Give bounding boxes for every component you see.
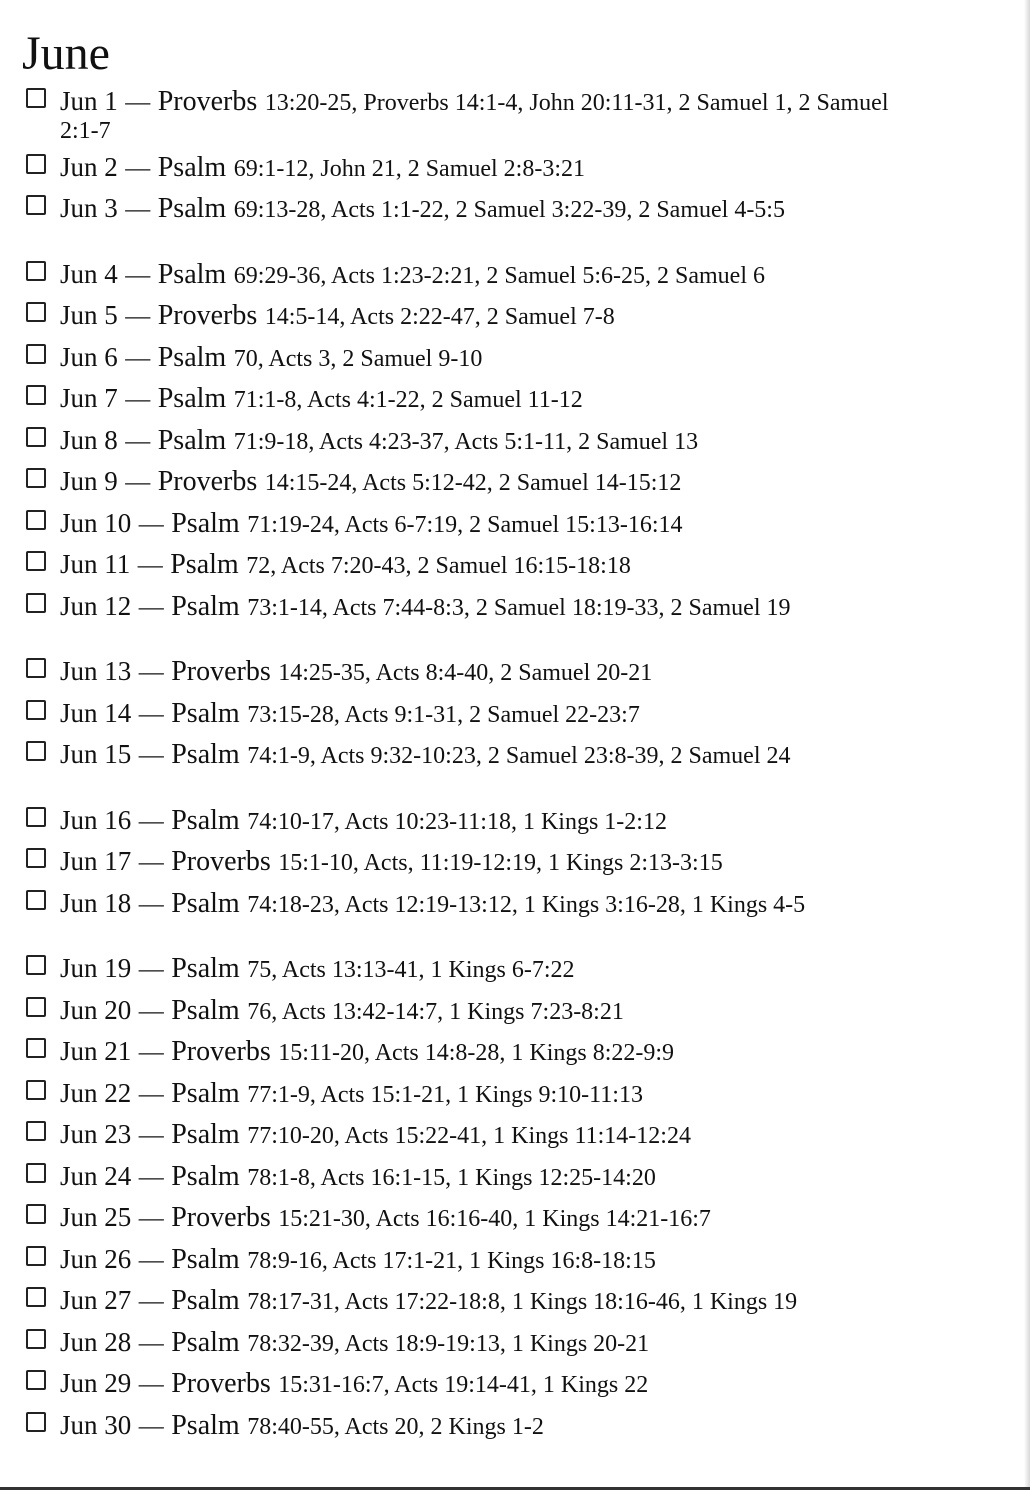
reading-day: Jun 13 xyxy=(60,656,132,686)
reading-book: Proverbs xyxy=(157,300,258,331)
separator-dash: — xyxy=(125,303,151,330)
reading-text xyxy=(60,741,904,770)
reading-day: Jun 26 xyxy=(60,1243,132,1274)
reading-day: Jun 16 xyxy=(60,804,132,835)
separator-dash: — xyxy=(138,956,164,983)
reading-book: Psalm xyxy=(157,258,227,290)
checkbox-icon[interactable] xyxy=(26,1412,46,1432)
separator-dash: — xyxy=(138,849,164,876)
reading-item xyxy=(24,424,904,463)
reading-book: Psalm xyxy=(171,1243,240,1275)
reading-references: 78:40-55, Acts 20, 2 Kings 1-2 xyxy=(247,1413,544,1440)
checkbox-icon[interactable] xyxy=(26,890,46,910)
separator-dash: — xyxy=(138,1205,164,1232)
reading-item xyxy=(24,804,904,843)
reading-day: Jun 10 xyxy=(60,507,132,538)
reading-item xyxy=(24,1160,904,1199)
reading-book: Psalm xyxy=(171,590,240,622)
separator-dash: — xyxy=(125,261,151,289)
reading-item xyxy=(24,1077,904,1116)
reading-day: Jun 6 xyxy=(60,341,118,372)
checkbox-icon[interactable] xyxy=(26,1204,46,1224)
reading-references: 71:1-8, Acts 4:1-22, 2 Samuel 11-12 xyxy=(233,387,583,413)
reading-text xyxy=(60,994,904,1026)
reading-book: Psalm xyxy=(171,953,240,984)
checkbox-icon[interactable] xyxy=(26,344,46,364)
reading-references: 71:9-18, Acts 4:23-37, Acts 5:1-11, 2 Samuel 13 xyxy=(233,428,699,455)
reading-item xyxy=(24,1243,904,1282)
checkbox-icon[interactable] xyxy=(26,468,46,488)
reading-item xyxy=(24,385,904,421)
reading-day: Jun 5 xyxy=(60,300,118,330)
reading-text xyxy=(60,507,904,539)
checkbox-icon[interactable] xyxy=(26,385,46,405)
reading-book: Proverbs xyxy=(171,656,271,687)
reading-references: 77:1-9, Acts 15:1-21, 1 Kings 9:10-11:13 xyxy=(247,1081,643,1108)
reading-item xyxy=(24,1121,904,1157)
separator-dash: — xyxy=(138,1329,164,1357)
reading-book: Psalm xyxy=(171,1326,240,1358)
reading-references: 15:1-10, Acts, 11:19-12:19, 1 Kings 2:13-3:15 xyxy=(278,850,723,876)
reading-day: Jun 28 xyxy=(60,1326,132,1357)
reading-text xyxy=(60,151,904,183)
reading-references: 69:1-12, John 21, 2 Samuel 2:8-3:21 xyxy=(233,155,586,182)
reading-text xyxy=(60,1160,904,1192)
checkbox-icon[interactable] xyxy=(26,593,46,613)
reading-day: Jun 23 xyxy=(60,1119,132,1149)
reading-item xyxy=(24,551,904,587)
reading-item xyxy=(24,741,904,801)
page-edge-shadow xyxy=(1024,0,1030,1490)
reading-references: 13:20-25, Proverbs 14:1-4, John 20:11-31, 2 Samuel 1, 2 Samuel 2:1-7 xyxy=(60,90,889,144)
reading-item xyxy=(24,658,904,694)
separator-dash: — xyxy=(138,1080,164,1108)
reading-book: Psalm xyxy=(170,549,239,580)
reading-text xyxy=(60,385,904,414)
reading-book: Psalm xyxy=(171,1077,240,1109)
reading-references: 78:32-39, Acts 18:9-19:13, 1 Kings 20-21 xyxy=(247,1330,650,1357)
reading-references: 74:1-9, Acts 9:32-10:23, 2 Samuel 23:8-39, 2 Samuel 24 xyxy=(247,743,791,769)
reading-item xyxy=(24,1409,904,1448)
reading-day: Jun 8 xyxy=(60,424,118,455)
checkbox-icon[interactable] xyxy=(26,154,46,174)
reading-references: 73:1-14, Acts 7:44-8:3, 2 Samuel 18:19-33, 2 Samuel 19 xyxy=(247,594,791,621)
reading-references: 75, Acts 13:13-41, 1 Kings 6-7:22 xyxy=(247,957,575,983)
reading-references: 71:19-24, Acts 6-7:19, 2 Samuel 15:13-16:14 xyxy=(247,511,683,538)
separator-dash: — xyxy=(138,1163,164,1191)
reading-day: Jun 25 xyxy=(60,1202,132,1232)
reading-text xyxy=(60,887,904,919)
reading-list xyxy=(24,88,904,1453)
reading-item xyxy=(24,1204,904,1240)
reading-references: 78:1-8, Acts 16:1-15, 1 Kings 12:25-14:20 xyxy=(247,1164,656,1191)
reading-references: 15:31-16:7, Acts 19:14-41, 1 Kings 22 xyxy=(278,1372,649,1398)
reading-book: Psalm xyxy=(171,1409,240,1441)
reading-text xyxy=(60,341,904,373)
checkbox-icon[interactable] xyxy=(26,997,46,1017)
reading-text xyxy=(60,1077,904,1109)
reading-item xyxy=(24,590,904,653)
separator-dash: — xyxy=(138,1412,164,1440)
reading-book: Psalm xyxy=(157,193,227,224)
separator-dash: — xyxy=(138,659,164,686)
separator-dash: — xyxy=(125,89,151,116)
reading-day: Jun 20 xyxy=(60,994,132,1025)
reading-text xyxy=(60,88,904,145)
reading-day: Jun 12 xyxy=(60,590,132,621)
reading-day: Jun 15 xyxy=(60,739,132,769)
reading-book: Proverbs xyxy=(171,1036,271,1067)
reading-book: Psalm xyxy=(157,424,227,456)
reading-item xyxy=(24,1287,904,1323)
reading-references: 69:13-28, Acts 1:1-22, 2 Samuel 3:22-39, 2 Samuel 4-5:5 xyxy=(233,197,785,223)
reading-item xyxy=(24,341,904,380)
reading-day: Jun 9 xyxy=(60,466,118,496)
reading-text xyxy=(60,1287,904,1316)
checkbox-icon[interactable] xyxy=(26,1287,46,1307)
reading-book: Psalm xyxy=(171,1119,240,1150)
separator-dash: — xyxy=(125,154,151,182)
reading-text xyxy=(60,804,904,836)
reading-book: Psalm xyxy=(171,887,240,919)
separator-dash: — xyxy=(138,742,164,769)
reading-references: 15:21-30, Acts 16:16-40, 1 Kings 14:21-16:7 xyxy=(278,1206,711,1232)
reading-book: Proverbs xyxy=(157,86,258,117)
reading-text xyxy=(60,468,904,497)
reading-references: 78:17-31, Acts 17:22-18:8, 1 Kings 18:16-46, 1 Kings 19 xyxy=(247,1289,798,1315)
reading-item xyxy=(24,88,904,148)
reading-references: 69:29-36, Acts 1:23-2:21, 2 Samuel 5:6-25, 2 Samuel 6 xyxy=(233,262,765,289)
reading-book: Psalm xyxy=(171,1160,240,1192)
separator-dash: — xyxy=(125,196,151,223)
checkbox-icon[interactable] xyxy=(26,955,46,975)
reading-day: Jun 27 xyxy=(60,1285,132,1315)
reading-item xyxy=(24,258,904,297)
reading-references: 74:18-23, Acts 12:19-13:12, 1 Kings 3:16-28, 1 Kings 4-5 xyxy=(247,891,806,918)
reading-references: 14:15-24, Acts 5:12-42, 2 Samuel 14-15:12 xyxy=(264,470,682,496)
reading-item xyxy=(24,1038,904,1074)
reading-day: Jun 7 xyxy=(60,383,118,413)
reading-book: Psalm xyxy=(171,1285,240,1316)
separator-dash: — xyxy=(138,1039,164,1066)
reading-item xyxy=(24,848,904,884)
checkbox-icon[interactable] xyxy=(26,848,46,868)
reading-item xyxy=(24,697,904,736)
checkbox-icon[interactable] xyxy=(26,1163,46,1183)
checkbox-icon[interactable] xyxy=(26,700,46,720)
reading-text xyxy=(60,955,904,984)
reading-day: Jun 29 xyxy=(60,1368,132,1398)
reading-text xyxy=(60,1409,904,1441)
checkbox-icon[interactable] xyxy=(26,807,46,827)
separator-dash: — xyxy=(138,510,164,538)
reading-day: Jun 24 xyxy=(60,1160,132,1191)
separator-dash: — xyxy=(125,469,151,496)
reading-references: 14:25-35, Acts 8:4-40, 2 Samuel 20-21 xyxy=(278,660,653,686)
reading-item xyxy=(24,1326,904,1365)
reading-text xyxy=(60,1038,904,1067)
reading-text xyxy=(60,1204,904,1233)
reading-book: Psalm xyxy=(171,994,240,1026)
reading-references: 14:5-14, Acts 2:22-47, 2 Samuel 7-8 xyxy=(264,304,615,330)
separator-dash: — xyxy=(125,427,151,455)
separator-dash: — xyxy=(138,890,164,918)
reading-text xyxy=(60,697,904,729)
reading-day: Jun 17 xyxy=(60,846,132,876)
separator-dash: — xyxy=(138,593,164,621)
reading-item xyxy=(24,302,904,338)
reading-book: Psalm xyxy=(171,804,240,836)
separator-dash: — xyxy=(138,1122,164,1149)
checkbox-icon[interactable] xyxy=(26,1121,46,1141)
reading-text xyxy=(60,195,904,224)
checkbox-icon[interactable] xyxy=(26,1370,46,1390)
reading-text xyxy=(60,1243,904,1275)
reading-references: 72, Acts 7:20-43, 2 Samuel 16:15-18:18 xyxy=(246,553,631,579)
reading-references: 15:11-20, Acts 14:8-28, 1 Kings 8:22-9:9 xyxy=(278,1040,675,1066)
reading-item xyxy=(24,195,904,255)
reading-references: 70, Acts 3, 2 Samuel 9-10 xyxy=(233,345,483,372)
separator-dash: — xyxy=(138,1288,164,1315)
reading-text xyxy=(60,1326,904,1358)
reading-text xyxy=(60,1370,904,1399)
checkbox-icon[interactable] xyxy=(26,302,46,322)
reading-day: Jun 21 xyxy=(60,1036,132,1066)
reading-day: Jun 18 xyxy=(60,887,132,918)
reading-day: Jun 11 xyxy=(60,549,131,579)
separator-dash: — xyxy=(125,386,151,413)
reading-book: Psalm xyxy=(171,507,240,539)
checkbox-icon[interactable] xyxy=(26,1329,46,1349)
reading-references: 73:15-28, Acts 9:1-31, 2 Samuel 22-23:7 xyxy=(247,701,640,728)
reading-day: Jun 3 xyxy=(60,193,118,223)
reading-text xyxy=(60,258,904,290)
checkbox-icon[interactable] xyxy=(26,1080,46,1100)
reading-day: Jun 4 xyxy=(60,258,118,289)
reading-text xyxy=(60,848,904,877)
reading-references: 78:9-16, Acts 17:1-21, 1 Kings 16:8-18:15 xyxy=(247,1247,656,1274)
reading-item xyxy=(24,955,904,991)
reading-book: Proverbs xyxy=(171,1368,271,1399)
reading-text xyxy=(60,424,904,456)
checkbox-icon[interactable] xyxy=(26,427,46,447)
separator-dash: — xyxy=(138,807,164,835)
reading-references: 76, Acts 13:42-14:7, 1 Kings 7:23-8:21 xyxy=(247,998,624,1025)
reading-item xyxy=(24,468,904,504)
reading-book: Psalm xyxy=(157,383,227,414)
reading-references: 77:10-20, Acts 15:22-41, 1 Kings 11:14-12:24 xyxy=(247,1123,691,1149)
checkbox-icon[interactable] xyxy=(26,658,46,678)
reading-day: Jun 19 xyxy=(60,953,132,983)
checkbox-icon[interactable] xyxy=(26,741,46,761)
reading-text xyxy=(60,590,904,622)
separator-dash: — xyxy=(137,552,163,579)
checkbox-icon[interactable] xyxy=(26,88,46,108)
reading-text xyxy=(60,1121,904,1150)
page-title: June xyxy=(22,27,110,80)
reading-references: 74:10-17, Acts 10:23-11:18, 1 Kings 1-2:12 xyxy=(247,808,667,835)
reading-book: Psalm xyxy=(171,697,240,729)
checkbox-icon[interactable] xyxy=(26,510,46,530)
checkbox-icon[interactable] xyxy=(26,1246,46,1266)
reading-item xyxy=(24,507,904,546)
reading-day: Jun 2 xyxy=(60,151,118,182)
reading-book: Psalm xyxy=(157,151,227,183)
separator-dash: — xyxy=(138,997,164,1025)
separator-dash: — xyxy=(138,1246,164,1274)
reading-book: Psalm xyxy=(157,341,227,373)
reading-text xyxy=(60,302,904,331)
checkbox-icon[interactable] xyxy=(26,261,46,281)
checkbox-icon[interactable] xyxy=(26,551,46,571)
reading-day: Jun 1 xyxy=(60,86,118,116)
separator-dash: — xyxy=(138,1371,164,1398)
reading-item xyxy=(24,1370,904,1406)
reading-item xyxy=(24,887,904,950)
separator-dash: — xyxy=(125,344,151,372)
reading-day: Jun 30 xyxy=(60,1409,132,1440)
checkbox-icon[interactable] xyxy=(26,1038,46,1058)
reading-day: Jun 22 xyxy=(60,1077,132,1108)
reading-text xyxy=(60,658,904,687)
reading-book: Proverbs xyxy=(171,846,271,877)
checkbox-icon[interactable] xyxy=(26,195,46,215)
reading-text xyxy=(60,551,904,580)
reading-book: Proverbs xyxy=(157,466,258,497)
reading-item xyxy=(24,994,904,1033)
reading-book: Psalm xyxy=(171,739,240,770)
reading-book: Proverbs xyxy=(171,1202,271,1233)
separator-dash: — xyxy=(138,700,164,728)
reading-day: Jun 14 xyxy=(60,697,132,728)
reading-item xyxy=(24,151,904,190)
